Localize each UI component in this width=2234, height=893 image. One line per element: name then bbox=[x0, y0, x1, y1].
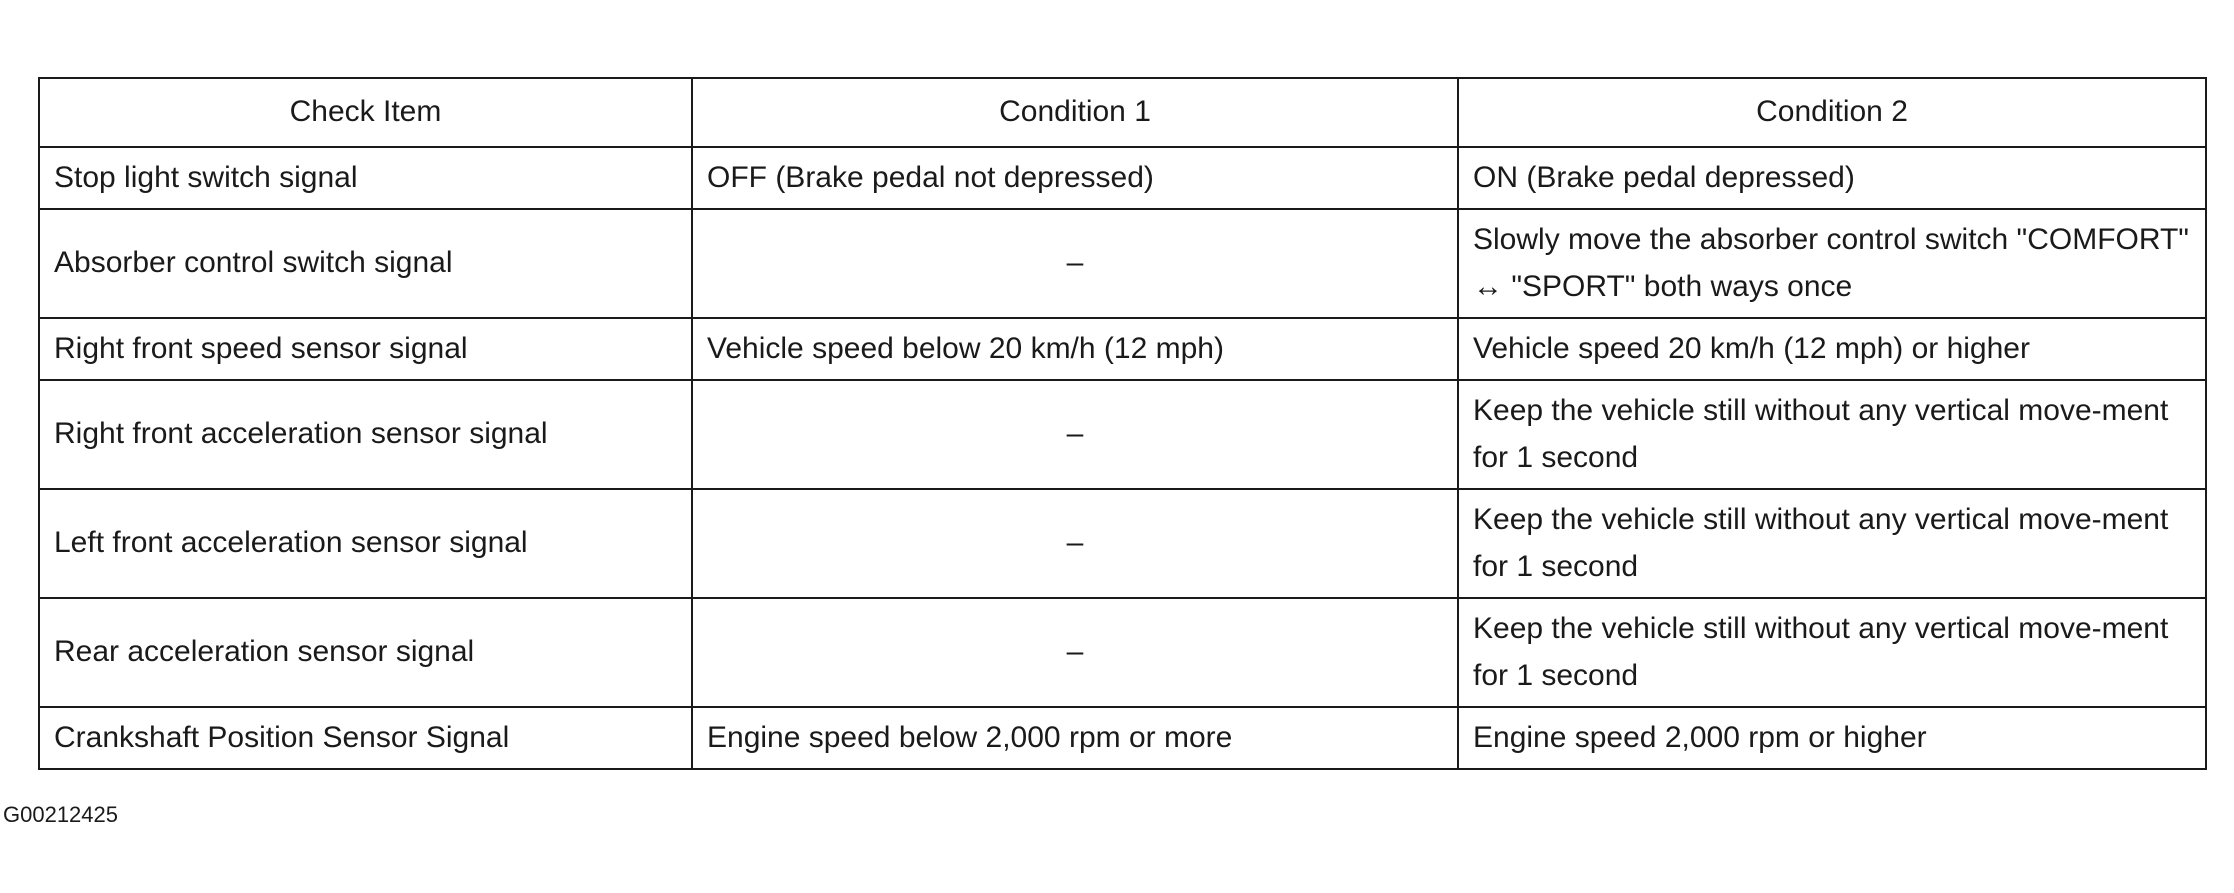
header-check-item: Check Item bbox=[39, 78, 692, 147]
condition-1-cell: OFF (Brake pedal not depressed) bbox=[692, 147, 1458, 209]
check-item-table bbox=[38, 77, 2207, 770]
check-item-cell: Absorber control switch signal bbox=[39, 209, 692, 318]
table-row bbox=[39, 707, 2206, 769]
condition-1-cell: – bbox=[692, 489, 1458, 598]
condition-1-cell: Vehicle speed below 20 km/h (12 mph) bbox=[692, 318, 1458, 380]
table-row bbox=[39, 209, 2206, 318]
condition-2-cell: ON (Brake pedal depressed) bbox=[1458, 147, 2206, 209]
header-condition-2: Condition 2 bbox=[1458, 78, 2206, 147]
check-item-cell: Crankshaft Position Sensor Signal bbox=[39, 707, 692, 769]
check-item-cell: Left front acceleration sensor signal bbox=[39, 489, 692, 598]
condition-2-cell: Keep the vehicle still without any vertical move-ment for 1 second bbox=[1458, 598, 2206, 707]
condition-2-cell: Vehicle speed 20 km/h (12 mph) or higher bbox=[1458, 318, 2206, 380]
condition-1-cell: – bbox=[692, 598, 1458, 707]
condition-1-cell: – bbox=[692, 209, 1458, 318]
condition-2-cell: Slowly move the absorber control switch "COMFORT" ↔ "SPORT" both ways once bbox=[1458, 209, 2206, 318]
table-row bbox=[39, 380, 2206, 489]
table-row bbox=[39, 147, 2206, 209]
figure-id-label: G00212425 bbox=[3, 802, 118, 827]
check-item-cell: Rear acceleration sensor signal bbox=[39, 598, 692, 707]
header-condition-1: Condition 1 bbox=[692, 78, 1458, 147]
table-row bbox=[39, 318, 2206, 380]
table-row bbox=[39, 489, 2206, 598]
table-header-row bbox=[39, 78, 2206, 147]
condition-2-cell: Keep the vehicle still without any vertical move-ment for 1 second bbox=[1458, 380, 2206, 489]
table-row bbox=[39, 598, 2206, 707]
check-item-cell: Right front acceleration sensor signal bbox=[39, 380, 692, 489]
condition-1-cell: Engine speed below 2,000 rpm or more bbox=[692, 707, 1458, 769]
check-item-cell: Right front speed sensor signal bbox=[39, 318, 692, 380]
condition-2-cell: Engine speed 2,000 rpm or higher bbox=[1458, 707, 2206, 769]
condition-2-cell: Keep the vehicle still without any vertical move-ment for 1 second bbox=[1458, 489, 2206, 598]
check-item-cell: Stop light switch signal bbox=[39, 147, 692, 209]
condition-1-cell: – bbox=[692, 380, 1458, 489]
